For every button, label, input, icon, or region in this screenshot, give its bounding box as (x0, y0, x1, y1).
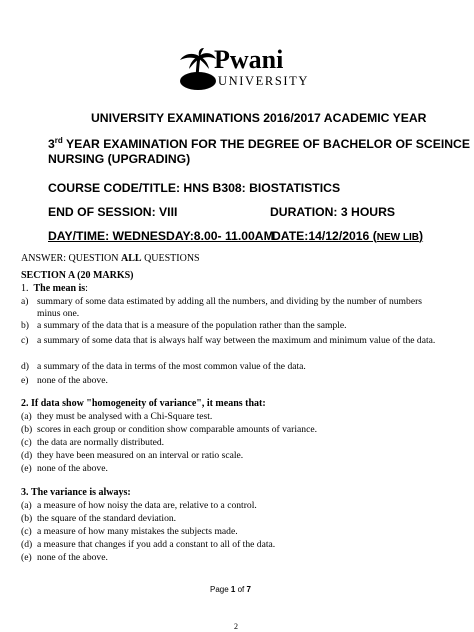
current-page: 1 (230, 585, 236, 594)
question-text: The variance is always: (31, 487, 131, 498)
question-1-option-d (21, 361, 451, 373)
exam-title: UNIVERSITY EXAMINATIONS 2016/2017 ACADEMIC YEAR (91, 111, 427, 125)
option-label: (a) (21, 411, 32, 422)
option-label: d) (21, 361, 29, 372)
instruction-suffix: QUESTIONS (141, 253, 200, 264)
question-3 (21, 487, 131, 499)
question-1-option-a (21, 296, 431, 320)
venue-note: NEW LIB (376, 232, 419, 243)
option-label: (e) (21, 552, 32, 563)
date-text: DATE:14/12/2016 ( (272, 229, 377, 243)
page-number (210, 585, 251, 594)
option-text: summary of some data estimated by adding all the numbers, and dividing by the number of numbers minus one. (37, 296, 423, 319)
question-3-option-c (21, 526, 451, 538)
question-colon: : (85, 283, 88, 294)
question-1-option-b (21, 320, 451, 332)
programme-line-1 (48, 137, 470, 152)
end-of-session: END OF SESSION: VIII (48, 205, 178, 219)
question-2-option-c (21, 437, 451, 449)
year-number: 3 (48, 137, 55, 151)
question-2-option-d (21, 450, 451, 462)
option-label: (c) (21, 526, 32, 537)
question-text: If data show "homogeneity of variance", it means that: (31, 398, 266, 409)
option-text: the square of the standard deviation. (37, 513, 177, 524)
page-mid: of (235, 585, 247, 594)
question-3-option-d (21, 539, 451, 551)
option-label: c) (21, 335, 29, 346)
section-heading: SECTION A (20 MARKS) (21, 270, 134, 281)
option-text: they must be analysed with a Chi-Square test. (37, 411, 213, 422)
option-text: a measure of how many mistakes the subjects made. (37, 526, 238, 537)
exam-date (272, 229, 423, 245)
option-text: none of the above. (37, 463, 108, 474)
option-text: the data are normally distributed. (37, 437, 165, 448)
option-label: (b) (21, 424, 33, 435)
question-2-option-e (21, 463, 451, 475)
date-close: ) (419, 229, 424, 243)
logo-wordmark: Pwani (214, 45, 284, 74)
option-label: (b) (21, 513, 33, 524)
programme-text: YEAR EXAMINATION FOR THE DEGREE OF BACHELOR OF SCEINCE (62, 137, 470, 151)
question-1-option-e (21, 375, 451, 387)
option-label: b) (21, 320, 29, 331)
option-text: none of the above. (37, 552, 108, 563)
question-1-option-c (21, 335, 441, 359)
option-label: (d) (21, 450, 33, 461)
year-ordinal: rd (54, 136, 63, 145)
question-2-option-b (21, 424, 451, 436)
question-number: 2. (21, 398, 29, 409)
page-prefix: Page (210, 585, 231, 594)
duration: DURATION: 3 HOURS (270, 205, 396, 219)
option-label: (c) (21, 437, 32, 448)
question-3-option-e (21, 552, 451, 564)
option-text: none of the above. (37, 375, 108, 386)
option-text: scores in each group or condition show comparable amounts of variance. (37, 424, 317, 435)
question-3-option-b (21, 513, 451, 525)
instruction-emphasis: ALL (121, 253, 142, 264)
logo-subtitle: UNIVERSITY (218, 74, 309, 88)
option-text: a summary of the data in terms of the most common value of the data. (37, 361, 306, 372)
option-text: a measure that changes if you add a constant to all of the data. (37, 539, 276, 550)
question-1 (21, 283, 88, 295)
question-2 (21, 398, 266, 410)
option-text: they have been measured on an interval or ratio scale. (37, 450, 244, 461)
question-number: 1. (21, 283, 29, 294)
programme-line-2: NURSING (UPGRADING) (48, 152, 191, 166)
instruction-line (21, 253, 200, 265)
option-label: a) (21, 296, 29, 307)
option-text: a summary of the data that is a measure of the population rather than the sample. (37, 320, 347, 331)
question-3-option-a (21, 500, 451, 512)
option-label: (d) (21, 539, 33, 550)
total-pages: 7 (246, 585, 251, 594)
question-number: 3. (21, 487, 29, 498)
day-time: DAY/TIME: WEDNESDAY:8.00- 11.00AM (48, 229, 274, 243)
option-text: a summary of some data that is always half way between the maximum and minimum value of the data. (37, 335, 436, 346)
option-label: (a) (21, 500, 32, 511)
option-label: (e) (21, 463, 32, 474)
option-text: a measure of how noisy the data are, relative to a control. (37, 500, 257, 511)
option-label: e) (21, 375, 29, 386)
folio-number: 2 (234, 622, 238, 631)
question-text: The mean is (33, 283, 86, 294)
instruction-prefix: ANSWER: QUESTION (21, 253, 121, 264)
question-2-option-a (21, 411, 451, 423)
course-title: COURSE CODE/TITLE: HNS B308: BIOSTATISTICS (48, 181, 341, 195)
palm-tree-icon (178, 48, 218, 92)
university-logo (178, 44, 309, 96)
